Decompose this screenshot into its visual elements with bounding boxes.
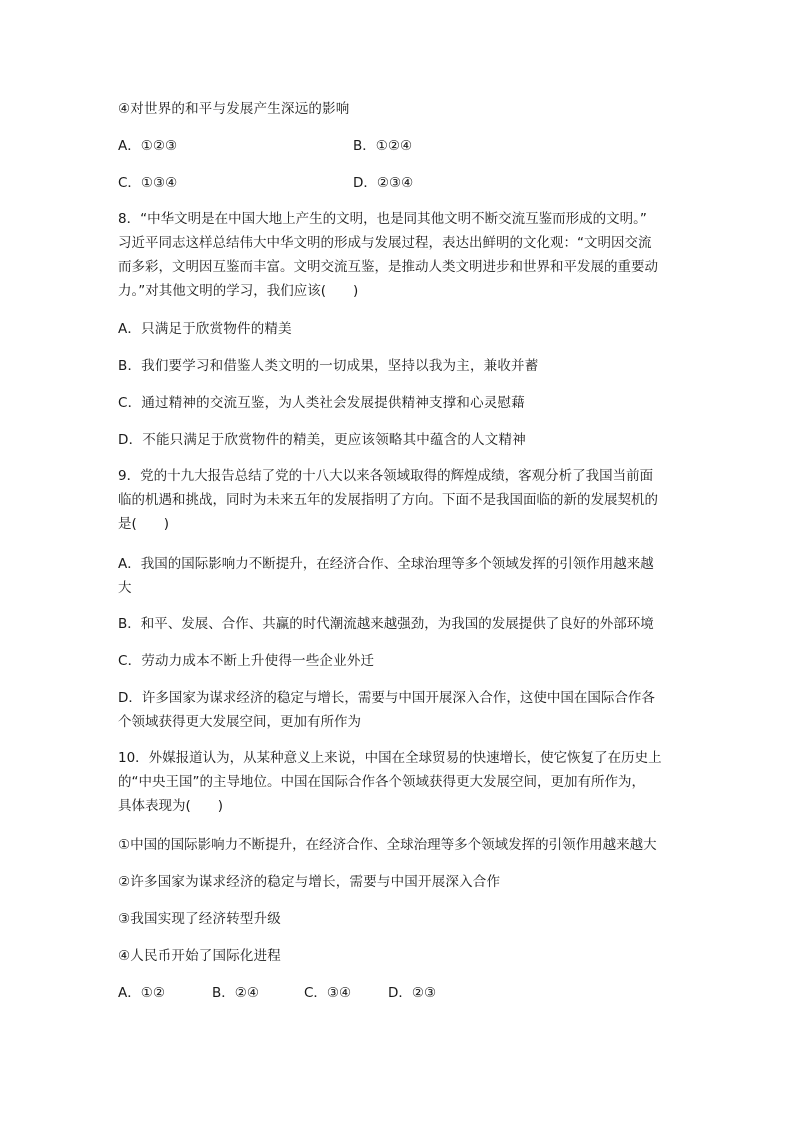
q9-stem-line: 9．党的十九大报告总结了党的十八大以来各领域取得的辉煌成绩，客观分析了我国当前面 bbox=[118, 468, 654, 484]
q9-option-a-line: A．我国的国际影响力不断提升，在经济合作、全球治理等多个领域发挥的引领作用越来越 bbox=[118, 556, 654, 572]
q10-option-c: C．③④ bbox=[304, 985, 352, 1001]
q10-stem bbox=[118, 746, 684, 818]
q8-stem-line: 习近平同志这样总结伟大中华文明的形成与发展过程，表达出鲜明的文化观：“文明因交流 bbox=[118, 235, 652, 251]
q9-option-d-line: D．许多国家为谋求经济的稳定与增长，需要与中国开展深入合作，这使中国在国际合作各 bbox=[118, 690, 655, 706]
q9-option-d-line: 个领域获得更大发展空间，更加有所作为 bbox=[118, 714, 361, 730]
q10-option-a: A．①② bbox=[118, 985, 165, 1001]
q10-option-d: D．②③ bbox=[388, 985, 437, 1001]
q9-option-a-line: 大 bbox=[118, 580, 132, 596]
q7-options-row-2 bbox=[118, 172, 414, 194]
q8-stem-line: 而多彩，文明因互鉴而丰富。文明交流互鉴，是推动人类文明进步和世界和平发展的重要动 bbox=[118, 259, 658, 275]
q10-option-b: B．②④ bbox=[212, 985, 259, 1001]
q8-stem bbox=[118, 207, 684, 303]
q8-option-d: D．不能只满足于欣赏物件的精美，更应该领略其中蕴含的人文精神 bbox=[118, 432, 526, 448]
q7-option-b: B．①②④ bbox=[353, 138, 413, 154]
q7-option-a: A．①②③ bbox=[118, 138, 178, 154]
q8-stem-line: 力。”对其他文明的学习，我们应该( ) bbox=[118, 283, 359, 299]
q9-option-b: B．和平、发展、合作、共赢的时代潮流越来越强劲，为我国的发展提供了良好的外部环境 bbox=[118, 616, 654, 632]
q9-option-d bbox=[118, 686, 684, 734]
q10-stem-line: 具体表现为( ) bbox=[118, 798, 224, 814]
q10-stem-line: 的“中央王国”的主导地位。中国在国际合作各个领域获得更大发展空间，更加有所作为， bbox=[118, 774, 645, 790]
q10-item-4: ④人民币开始了国际化进程 bbox=[118, 948, 282, 964]
q9-stem bbox=[118, 464, 684, 536]
q10-stem-line: 10．外媒报道认为，从某种意义上来说，中国在全球贸易的快速增长，使它恢复了在历史上 bbox=[118, 750, 662, 766]
q7-item-4: ④对世界的和平与发展产生深远的影响 bbox=[118, 101, 350, 117]
q9-stem-line: 是( ) bbox=[118, 516, 170, 532]
q9-stem-line: 临的机遇和挑战，同时为未来五年的发展指明了方向。下面不是我国面临的新的发展契机的 bbox=[118, 492, 658, 508]
q8-option-b: B．我们要学习和借鉴人类文明的一切成果，坚持以我为主，兼收并蓄 bbox=[118, 358, 539, 374]
q10-options bbox=[118, 982, 436, 1004]
q8-option-c: C．通过精神的交流互鉴，为人类社会发展提供精神支撑和心灵慰藉 bbox=[118, 395, 525, 411]
q10-item-2: ②许多国家为谋求经济的稳定与增长，需要与中国开展深入合作 bbox=[118, 874, 501, 890]
q7-option-d: D．②③④ bbox=[353, 175, 414, 191]
q9-option-a bbox=[118, 552, 684, 600]
q8-option-a: A．只满足于欣赏物件的精美 bbox=[118, 321, 292, 337]
q10-item-3: ③我国实现了经济转型升级 bbox=[118, 911, 282, 927]
q10-item-1: ①中国的国际影响力不断提升，在经济合作、全球治理等多个领域发挥的引领作用越来越大 bbox=[118, 837, 657, 853]
q8-stem-line: 8．“中华文明是在中国大地上产生的文明，也是同其他文明不断交流互鉴而形成的文明。” bbox=[118, 211, 647, 227]
q9-option-c: C．劳动力成本不断上升使得一些企业外迁 bbox=[118, 653, 375, 669]
q7-option-c: C．①③④ bbox=[118, 175, 178, 191]
q7-options-row-1 bbox=[118, 135, 413, 157]
